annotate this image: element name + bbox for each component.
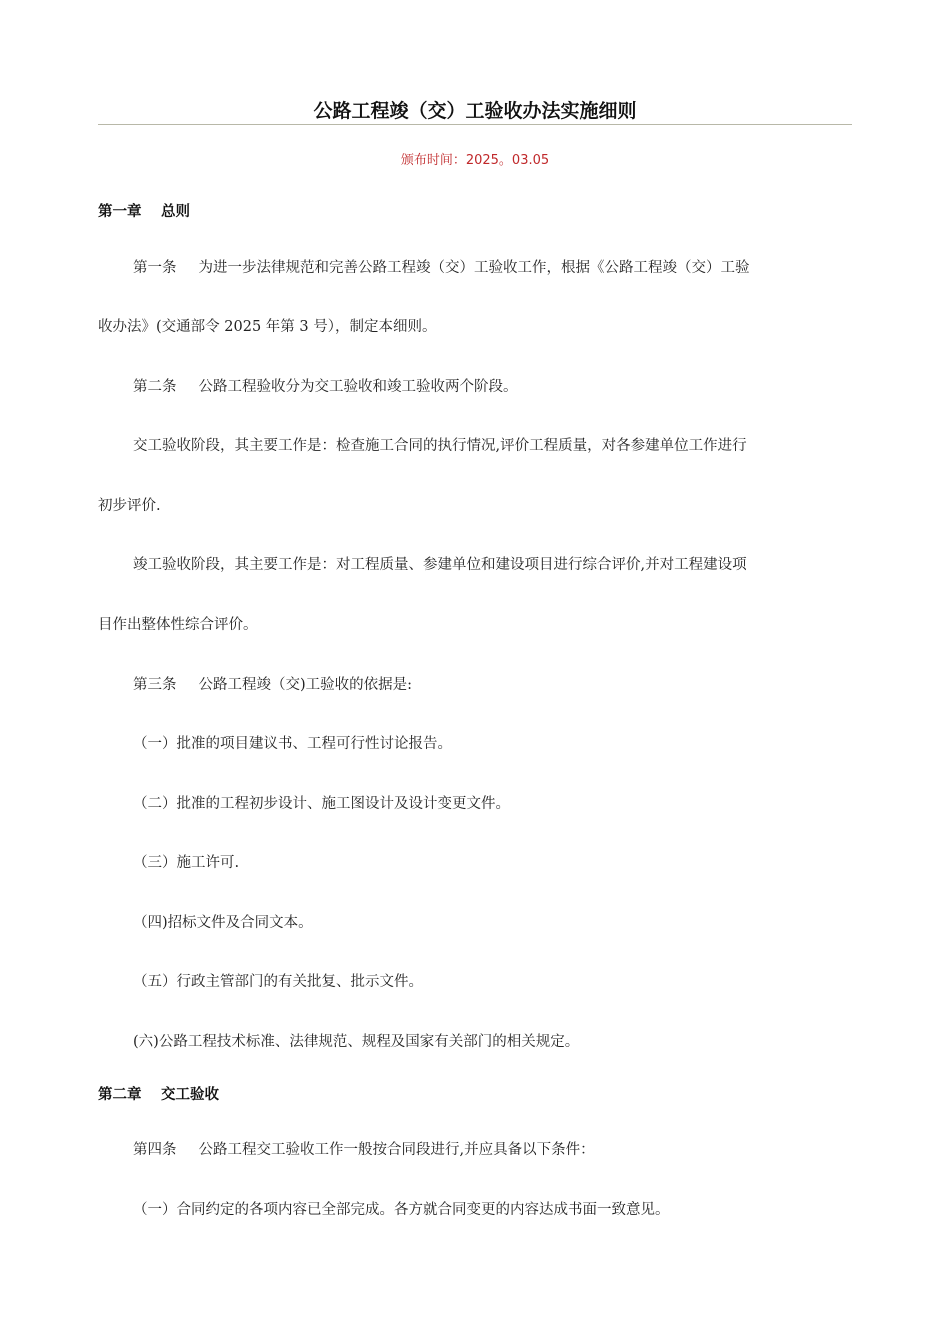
paragraph-completion-line-2: 目作出整体性综合评价。 (98, 617, 258, 633)
chapter-heading-2: 第二章 交工验收 (98, 1087, 220, 1103)
article-3-text: 公路工程竣（交)工验收的依据是: (198, 677, 413, 693)
article-1-line-2: 收办法》(交通部令 2025 年第 3 号），制定本细则。 (98, 319, 437, 335)
paragraph-completion-line-1: 竣工验收阶段，其主要工作是：对工程质量、参建单位和建设项目进行综合评价,并对工程建设项 (133, 557, 747, 573)
article-4-label: 第四条 (133, 1142, 177, 1158)
publish-date-label: 颁布时间： (400, 153, 466, 168)
list-item: (六)公路工程技术标准、法律规范、规程及国家有关部门的相关规定。 (133, 1034, 580, 1050)
list-item: （五）行政主管部门的有关批复、批示文件。 (133, 974, 423, 990)
article-2-label: 第二条 (133, 379, 177, 395)
article-3 (133, 674, 412, 696)
list-item: （一）合同约定的各项内容已全部完成。各方就合同变更的内容达成书面一致意见。 (133, 1202, 670, 1218)
list-item: （三）施工许可. (133, 855, 240, 871)
article-1-label: 第一条 (133, 260, 177, 276)
article-4-text: 公路工程交工验收工作一般按合同段进行,并应具备以下条件： (198, 1142, 595, 1158)
list-item: （二）批准的工程初步设计、施工图设计及设计变更文件。 (133, 796, 510, 812)
document-title: 公路工程竣（交）工验收办法实施细则 (313, 100, 637, 122)
article-4 (133, 1139, 595, 1161)
article-1-text: 为进一步法律规范和完善公路工程竣（交）工验收工作，根据《公路工程竣（交）工验 (198, 260, 750, 276)
paragraph-handover-line-1: 交工验收阶段，其主要工作是：检查施工合同的执行情况,评价工程质量，对各参建单位工作进行 (133, 438, 747, 454)
chapter-heading-1: 第一章 总则 (98, 204, 191, 220)
title-divider (98, 124, 852, 125)
article-3-label: 第三条 (133, 677, 177, 693)
article-2 (133, 376, 518, 398)
list-item: （一）批准的项目建议书、工程可行性讨论报告。 (133, 736, 452, 752)
paragraph-handover-line-2: 初步评价. (98, 498, 161, 514)
publish-date-value: 2025。03.05 (465, 153, 550, 168)
article-2-text: 公路工程验收分为交工验收和竣工验收两个阶段。 (198, 379, 518, 395)
list-item: （四)招标文件及合同文本。 (133, 915, 313, 931)
article-1-line-1 (133, 257, 750, 279)
publish-date (98, 151, 852, 171)
